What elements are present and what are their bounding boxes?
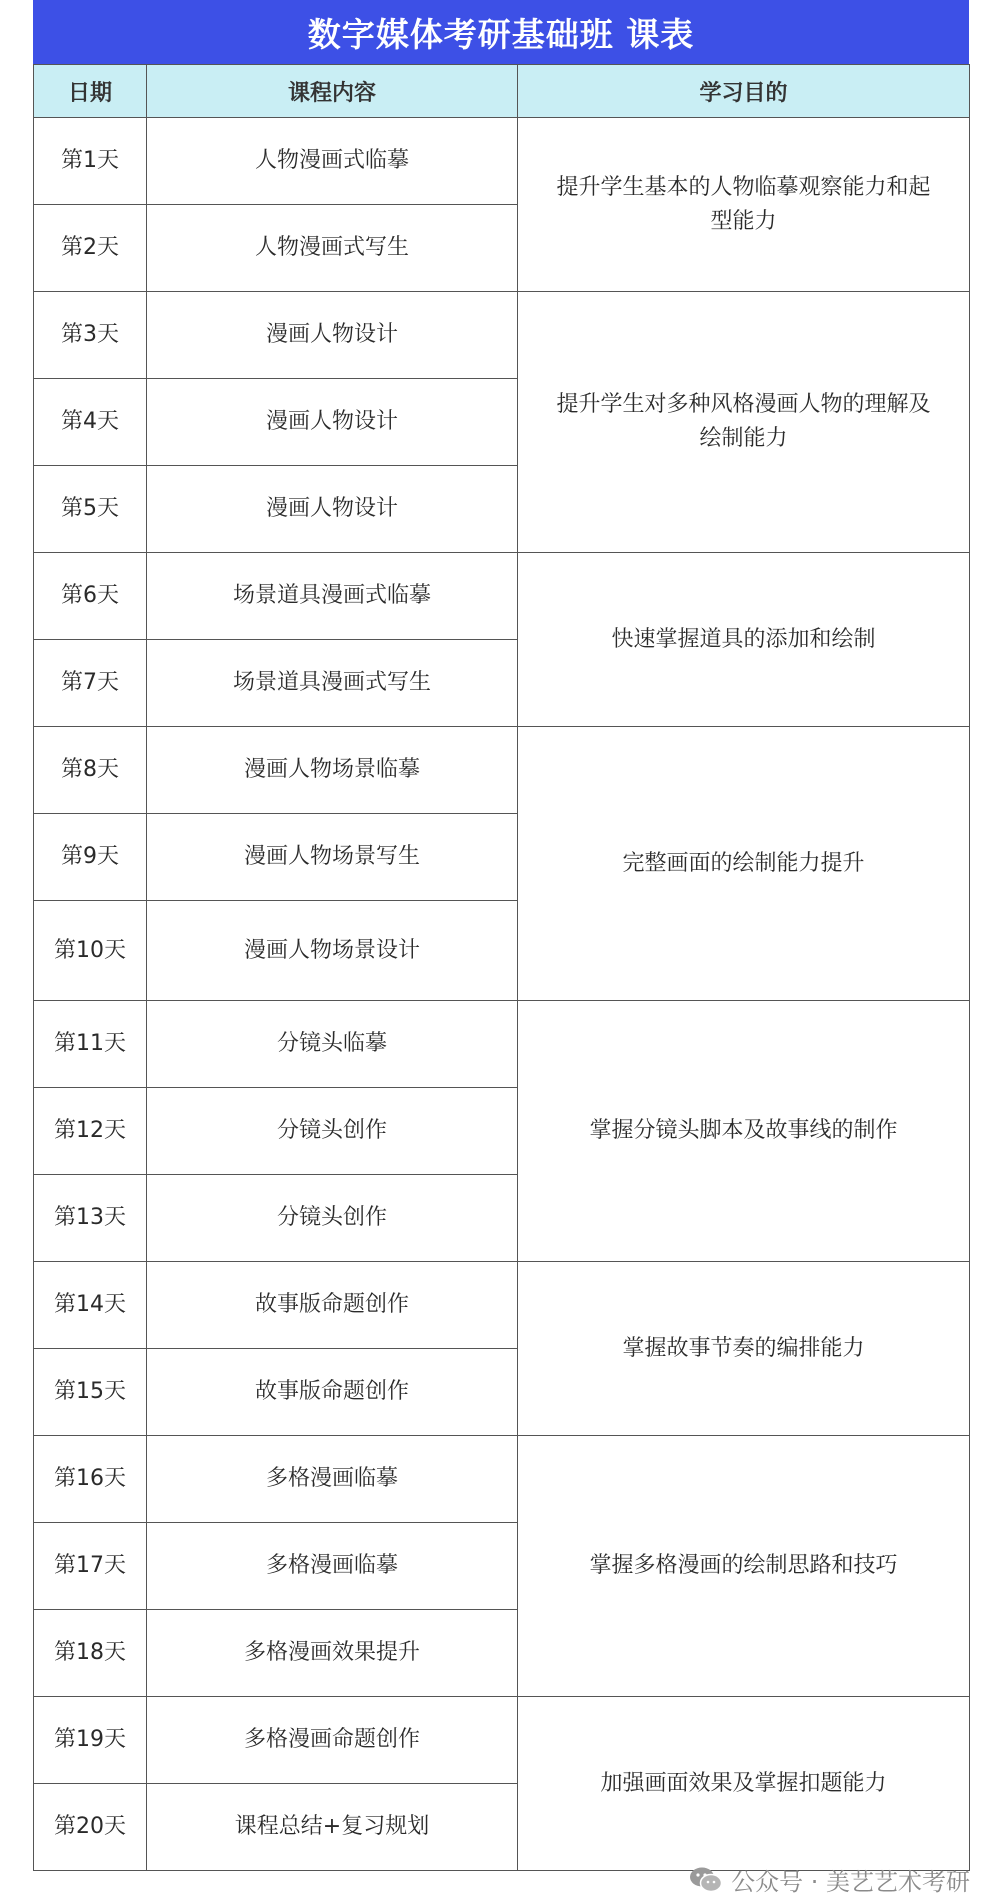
header-day: 日期 bbox=[34, 65, 147, 118]
content-cell: 漫画人物场景写生 bbox=[147, 814, 518, 901]
content-cell: 故事版命题创作 bbox=[147, 1349, 518, 1436]
content-cell: 人物漫画式写生 bbox=[147, 205, 518, 292]
table-row bbox=[34, 118, 970, 205]
content-cell: 多格漫画临摹 bbox=[147, 1523, 518, 1610]
day-cell: 第6天 bbox=[34, 553, 147, 640]
table-row bbox=[34, 1697, 970, 1784]
table-row bbox=[34, 1262, 970, 1349]
content-cell: 漫画人物场景临摹 bbox=[147, 727, 518, 814]
day-cell: 第11天 bbox=[34, 1001, 147, 1088]
day-cell: 第13天 bbox=[34, 1175, 147, 1262]
table-row bbox=[34, 553, 970, 640]
content-cell: 分镜头创作 bbox=[147, 1088, 518, 1175]
day-cell: 第18天 bbox=[34, 1610, 147, 1697]
table-row bbox=[34, 1436, 970, 1523]
day-cell: 第2天 bbox=[34, 205, 147, 292]
goal-cell: 加强画面效果及掌握扣题能力 bbox=[518, 1697, 970, 1871]
content-cell: 故事版命题创作 bbox=[147, 1262, 518, 1349]
day-cell: 第1天 bbox=[34, 118, 147, 205]
content-cell: 场景道具漫画式临摹 bbox=[147, 553, 518, 640]
day-cell: 第12天 bbox=[34, 1088, 147, 1175]
day-cell: 第16天 bbox=[34, 1436, 147, 1523]
day-cell: 第20天 bbox=[34, 1784, 147, 1871]
table-row bbox=[34, 1001, 970, 1088]
schedule-sheet bbox=[33, 0, 969, 1871]
table-header-row bbox=[34, 65, 970, 118]
day-cell: 第10天 bbox=[34, 901, 147, 1001]
day-cell: 第7天 bbox=[34, 640, 147, 727]
schedule-table bbox=[33, 64, 970, 1871]
goal-cell: 掌握多格漫画的绘制思路和技巧 bbox=[518, 1436, 970, 1697]
day-cell: 第4天 bbox=[34, 379, 147, 466]
day-cell: 第9天 bbox=[34, 814, 147, 901]
wechat-icon bbox=[689, 1866, 723, 1894]
content-cell: 课程总结+复习规划 bbox=[147, 1784, 518, 1871]
day-cell: 第15天 bbox=[34, 1349, 147, 1436]
table-row bbox=[34, 727, 970, 814]
watermark-text: 公众号 · 美艺艺术考研 bbox=[731, 1868, 970, 1896]
content-cell: 漫画人物场景设计 bbox=[147, 901, 518, 1001]
day-cell: 第14天 bbox=[34, 1262, 147, 1349]
day-cell: 第3天 bbox=[34, 292, 147, 379]
content-cell: 分镜头创作 bbox=[147, 1175, 518, 1262]
schedule-title: 数字媒体考研基础班 课表 bbox=[33, 0, 969, 64]
content-cell: 多格漫画临摹 bbox=[147, 1436, 518, 1523]
goal-cell: 完整画面的绘制能力提升 bbox=[518, 727, 970, 1001]
content-cell: 多格漫画命题创作 bbox=[147, 1697, 518, 1784]
content-cell: 漫画人物设计 bbox=[147, 466, 518, 553]
day-cell: 第17天 bbox=[34, 1523, 147, 1610]
day-cell: 第19天 bbox=[34, 1697, 147, 1784]
goal-cell: 掌握分镜头脚本及故事线的制作 bbox=[518, 1001, 970, 1262]
content-cell: 人物漫画式临摹 bbox=[147, 118, 518, 205]
table-row bbox=[34, 292, 970, 379]
goal-cell: 掌握故事节奏的编排能力 bbox=[518, 1262, 970, 1436]
goal-cell: 提升学生对多种风格漫画人物的理解及绘制能力 bbox=[518, 292, 970, 553]
header-goal: 学习目的 bbox=[518, 65, 970, 118]
content-cell: 漫画人物设计 bbox=[147, 379, 518, 466]
content-cell: 分镜头临摹 bbox=[147, 1001, 518, 1088]
content-cell: 漫画人物设计 bbox=[147, 292, 518, 379]
day-cell: 第5天 bbox=[34, 466, 147, 553]
content-cell: 多格漫画效果提升 bbox=[147, 1610, 518, 1697]
header-content: 课程内容 bbox=[147, 65, 518, 118]
watermark bbox=[689, 1862, 970, 1897]
goal-cell: 快速掌握道具的添加和绘制 bbox=[518, 553, 970, 727]
content-cell: 场景道具漫画式写生 bbox=[147, 640, 518, 727]
day-cell: 第8天 bbox=[34, 727, 147, 814]
goal-cell: 提升学生基本的人物临摹观察能力和起型能力 bbox=[518, 118, 970, 292]
